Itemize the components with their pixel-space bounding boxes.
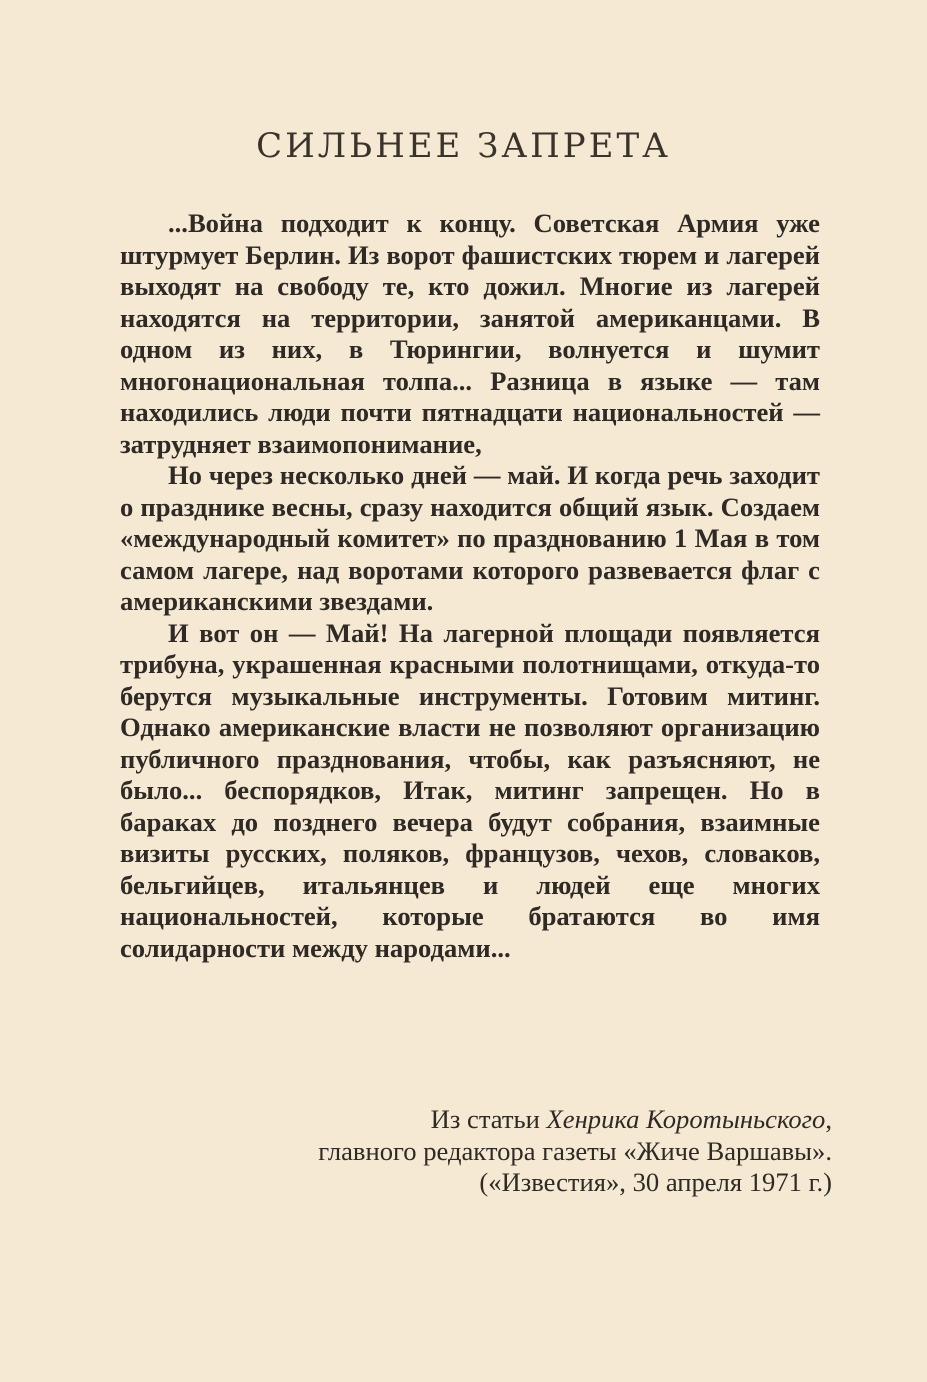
page-title: СИЛЬНЕЕ ЗАПРЕТА [256,126,671,166]
attribution-prefix: Из статьи [430,1104,547,1134]
attribution [120,1104,832,1199]
attribution-author: Хенрика Коротыньского [546,1104,826,1134]
article-body [120,208,820,964]
paragraph-1: ...Война подходит к концу. Советская Армия уже штурмует Берлин. Из ворот фашистских тюрем и лагерей выходят на свободу те, кто дожил. Многие из лагерей находятся на территории, занятой американцами. В одном из них, в Тюрингии, волнуется и шумит многонациональная толпа... Разница в языке — там находились люди почти пятнадцати национальностей — затрудняет взаимопонимание, [120,208,820,459]
paragraph-3: И вот он — Май! На лагерной площади появляется трибуна, украшенная красными полотнищами, откуда-то берутся музыкальные инструменты. Готовим митинг. Однако американские власти не позволяют организацию публичного празднования, чтобы, как разъясняют, не было... беспорядков, Итак, митинг запрещен. Но в бараках до позднего вечера будут собрания, взаимные визиты русских, поляков, французов, чехов, словаков, бельгийцев, итальянцев и людей еще многих национальностей, которые братаются во имя солидарности между народами... [120,617,820,963]
attribution-position: главного редактора газеты «Жиче Варшавы». [318,1135,832,1166]
attribution-source: («Известия», 30 апреля 1971 г.) [479,1167,832,1197]
attribution-suffix: , [825,1104,832,1134]
attribution-author-line [120,1104,832,1136]
paragraph-2: Но через несколько дней — май. И когда речь заходит о празднике весны, сразу находится общий язык. Создаем «международный комитет» по празднованию 1 Мая в том самом лагере, над воротами которого развевается флаг с американскими звездами. [120,460,820,616]
